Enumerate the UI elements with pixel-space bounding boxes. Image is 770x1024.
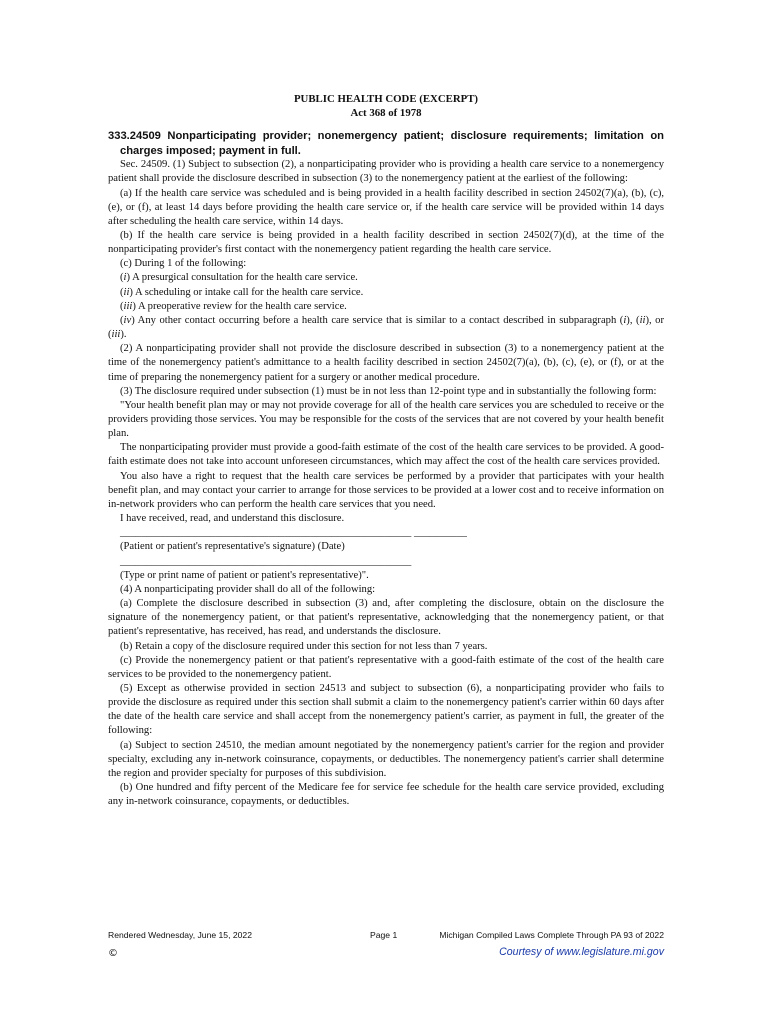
paragraph: (b) One hundred and fifty percent of the Medicare fee for service fee schedule for the health care service provided, excluding any in-network coinsurance, copayments, or deductibles. <box>108 782 664 808</box>
paragraph: (3) The disclosure required under subsection (1) must be in not less than 12-point type and in substantially the following form: <box>120 385 657 397</box>
paragraph: (a) Subject to section 24510, the median amount negotiated by the nonemergency patient's carrier for the region and provider specialty, excluding any in-network coinsurance, copayments, or deductibles. The nonemergency patient's carrier shall determine the region and provider specialty for purposes of this subdivision. <box>108 739 664 779</box>
subparagraph-ii: (ii) A scheduling or intake call for the health care service. <box>120 286 364 298</box>
paragraph: I have received, read, and understand this disclosure. <box>120 513 345 525</box>
name-line: _______________________________________________________ <box>120 555 412 567</box>
paragraph: (c) During 1 of the following: <box>120 258 247 270</box>
subparagraph-iii: (iii) A preoperative review for the health care service. <box>120 300 347 312</box>
subparagraph-i: (i) A presurgical consultation for the health care service. <box>120 272 358 284</box>
paragraph: The nonparticipating provider must provide a good-faith estimate of the cost of the health care services to be provided. A good-faith estimate does not take into account unforeseen circumstances, which may affect the cost of the health care services provided. <box>108 442 664 468</box>
paragraph: (2) A nonparticipating provider shall not provide the disclosure described in subsection (3) to a nonemergency patient at the time of the nonemergency patient's admittance to a health facility described in section 24502(7)(a), (b), (c), (e), or (f), or at the time of preparing the nonemergency patient for a surgery or another medical procedure. <box>108 343 664 383</box>
rendered-date: Rendered Wednesday, June 15, 2022 <box>108 930 252 940</box>
page-footer <box>108 930 664 944</box>
document-page <box>108 92 664 809</box>
courtesy-link[interactable]: Courtesy of www.legislature.mi.gov <box>499 946 664 958</box>
copyright-symbol: © <box>108 948 118 959</box>
act-number: Act 368 of 1978 <box>350 107 422 119</box>
subparagraph-iv: (iv) Any other contact occurring before a health care service that is similar to a contact described in subparagraph (i), (ii), or (iii). <box>108 314 665 341</box>
page-number: Page 1 <box>370 930 398 940</box>
document-title: PUBLIC HEALTH CODE (EXCERPT) <box>293 93 479 105</box>
name-label: (Type or print name of patient or patient's representative)". <box>120 569 369 581</box>
paragraph: (4) A nonparticipating provider shall do all of the following: <box>120 583 376 595</box>
paragraph: "Your health benefit plan may or may not provide coverage for all of the health care services you are scheduled to receive or the providers providing those services. You may be responsible for the costs of the services that are not covered by your health benefit plan. <box>108 399 664 440</box>
signature-label: (Patient or patient's representative's signature) (Date) <box>120 541 345 553</box>
paragraph: (5) Except as otherwise provided in section 24513 and subject to subsection (6), a nonparticipating provider who fails to provide the disclosure as required under this section shall submit a claim to the nonemergency patient's carrier within 60 days after the date of the health care service and shall accept from the nonemergency patient's carrier, as payment in full, the greater of the following: <box>108 682 664 737</box>
signature-line: _______________________________________________________ __________ <box>120 527 467 539</box>
paragraph: (b) Retain a copy of the disclosure required under this section for not less than 7 years. <box>120 640 488 652</box>
section-heading: 333.24509 Nonparticipating provider; nonemergency patient; disclosure requirements; limitation on charges imposed; payment in full. <box>108 130 664 157</box>
paragraph: (c) Provide the nonemergency patient or that patient's representative with a good-faith estimate of the cost of the health care services to be provided to the nonemergency patient. <box>108 654 664 680</box>
paragraph: Sec. 24509. (1) Subject to subsection (2), a nonparticipating provider who is providing a health care service to a nonemergency patient shall provide the disclosure described in subsection (3) to the nonemergency patient at the earliest of the following: <box>108 159 664 185</box>
paragraph: (b) If the health care service is being provided in a health facility described in section 24502(7)(d), at the time of the nonparticipating provider's first contact with the nonemergency patient regarding the health care service. <box>108 229 664 256</box>
paragraph: (a) Complete the disclosure described in subsection (3) and, after completing the disclosure, obtain on the disclosure the signature of the nonemergency patient, or that patient's representative, acknowledging that the nonemergency patient, or that patient's representative, has received, has read, and understands the disclosure. <box>108 598 664 638</box>
compiled-laws-note: Michigan Compiled Laws Complete Through PA 93 of 2022 <box>439 930 664 940</box>
paragraph: You also have a right to request that the health care services be performed by a provider that participates with your health benefit plan, and may contact your carrier to arrange for those services to be provided at a lower cost and to receive information on in-network providers who can perform the health care services that you need. <box>108 470 664 510</box>
paragraph: (a) If the health care service was scheduled and is being provided in a health facility described in section 24502(7)(a), (b), (c), (e), or (f), at least 14 days before providing the health care service or, if the health care service will be provided within 14 days after scheduling the health care service, within 14 days. <box>108 187 664 227</box>
